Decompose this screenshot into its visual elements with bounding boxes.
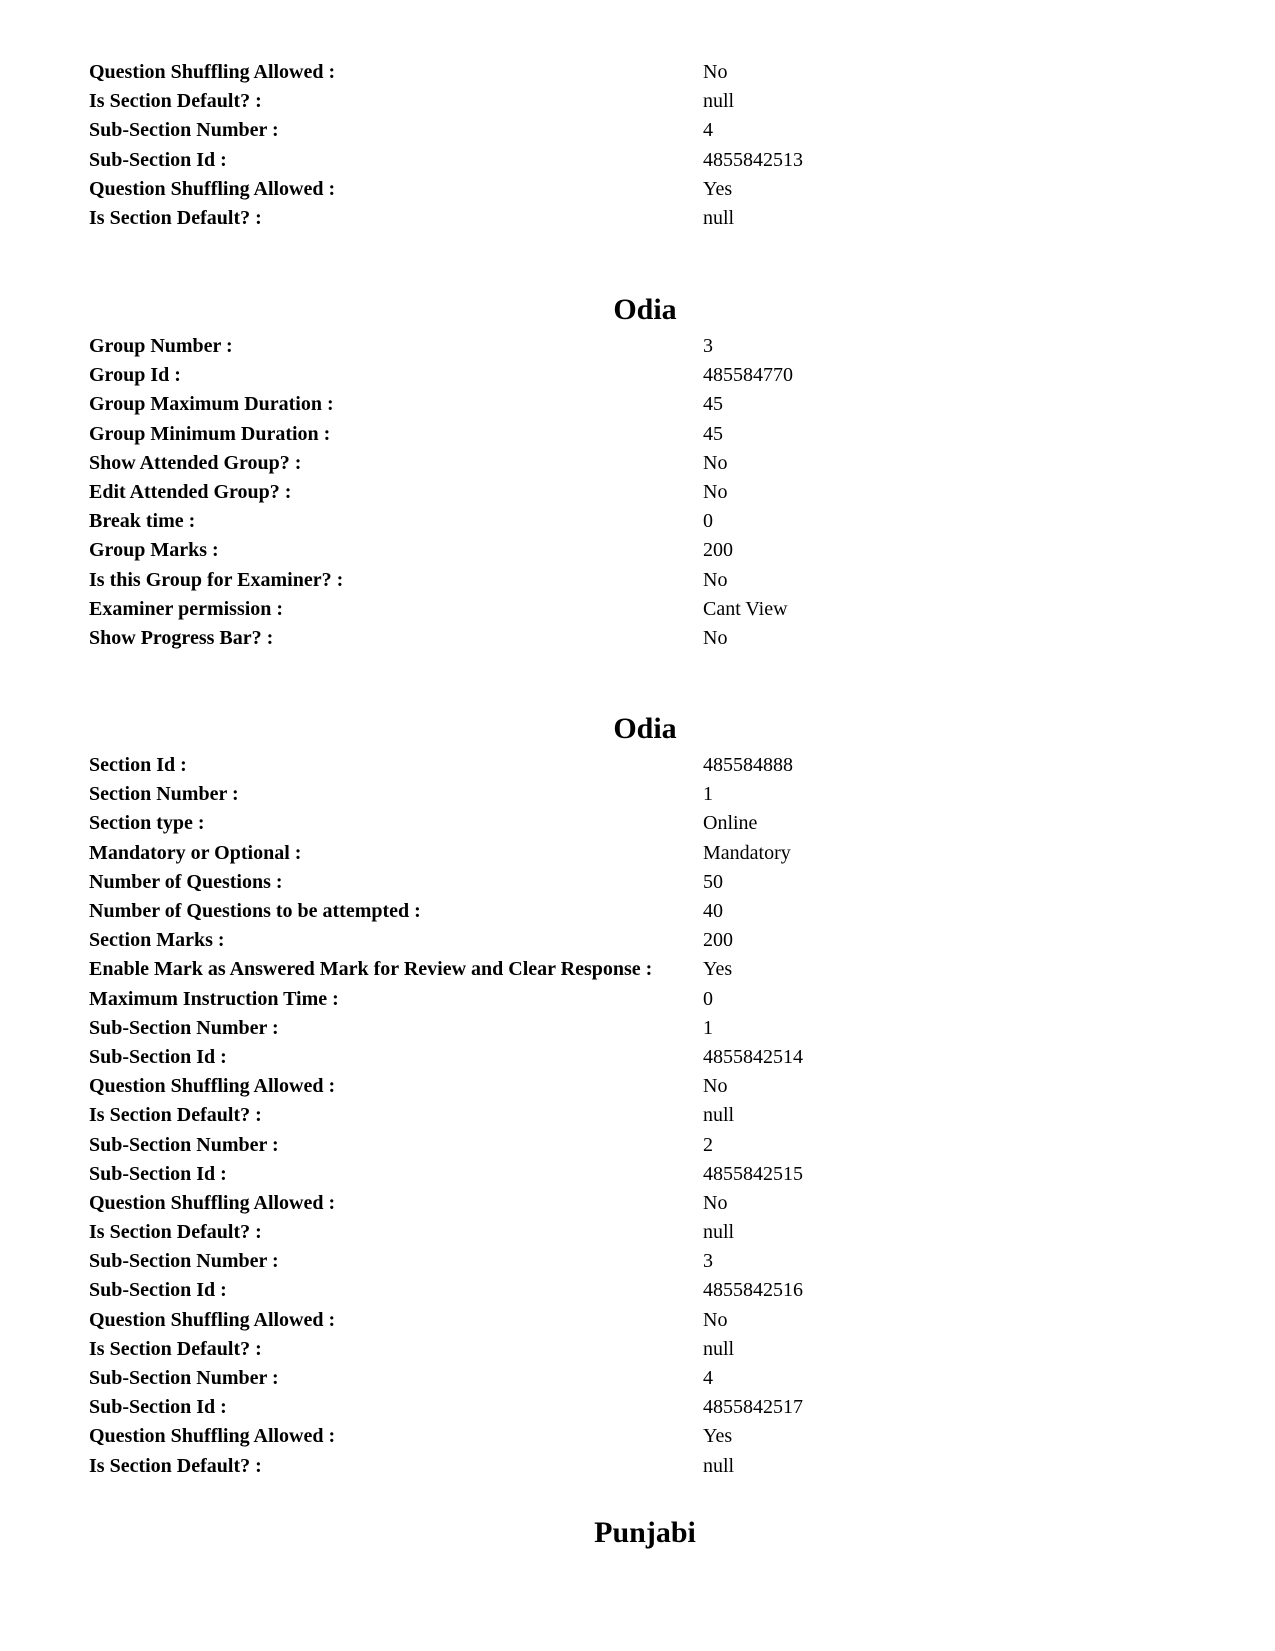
property-value: 200 <box>703 929 733 952</box>
property-label: Question Shuffling Allowed : <box>89 1425 336 1448</box>
property-value: 0 <box>703 510 713 533</box>
property-row <box>89 1160 803 1189</box>
property-value: null <box>703 90 735 113</box>
property-value: 2 <box>703 1133 713 1156</box>
property-row <box>89 1072 803 1101</box>
property-row <box>89 478 793 507</box>
property-label: Question Shuffling Allowed : <box>89 61 336 84</box>
property-value: Yes <box>703 177 733 200</box>
property-label: Sub-Section Id : <box>89 1279 227 1302</box>
property-label: Is this Group for Examiner? : <box>89 568 344 591</box>
property-value: Cant View <box>703 597 788 620</box>
property-row <box>89 507 793 536</box>
property-label: Question Shuffling Allowed : <box>89 1191 336 1214</box>
property-value: 4 <box>703 1367 713 1390</box>
property-row <box>89 985 803 1014</box>
property-row <box>89 751 803 780</box>
property-value: No <box>703 61 728 84</box>
property-label: Question Shuffling Allowed : <box>89 1308 336 1331</box>
property-row <box>89 332 793 361</box>
section-heading: Odia <box>613 712 677 745</box>
property-value: null <box>703 207 735 230</box>
property-row <box>89 1276 803 1305</box>
property-label: Edit Attended Group? : <box>89 481 292 504</box>
property-row <box>89 1422 803 1451</box>
property-label: Sub-Section Id : <box>89 1162 227 1185</box>
property-value: null <box>703 1337 735 1360</box>
property-value: No <box>703 626 728 649</box>
property-row <box>89 390 793 419</box>
property-value: No <box>703 451 728 474</box>
property-label: Section type : <box>89 812 205 835</box>
property-row <box>89 449 793 478</box>
property-row <box>89 175 803 204</box>
group-properties-table <box>89 332 793 653</box>
property-value: 3 <box>703 335 713 358</box>
property-label: Mandatory or Optional : <box>89 841 302 864</box>
property-value: 3 <box>703 1250 713 1273</box>
property-value: 4855842517 <box>703 1396 803 1419</box>
property-value: No <box>703 1075 728 1098</box>
property-value: No <box>703 481 728 504</box>
property-row <box>89 1043 803 1072</box>
property-value: null <box>703 1221 735 1244</box>
property-row <box>89 566 793 595</box>
property-row <box>89 536 793 565</box>
property-value: 0 <box>703 987 713 1010</box>
property-label: Group Marks : <box>89 539 219 562</box>
property-row <box>89 926 803 955</box>
property-label: Is Section Default? : <box>89 1454 262 1477</box>
next-group-heading: Punjabi <box>594 1516 696 1549</box>
property-row <box>89 1306 803 1335</box>
property-label: Sub-Section Number : <box>89 119 279 142</box>
subsection-properties-table <box>89 58 803 233</box>
property-label: Is Section Default? : <box>89 1337 262 1360</box>
property-value: 40 <box>703 900 723 923</box>
property-value: Mandatory <box>703 841 791 864</box>
property-label: Show Progress Bar? : <box>89 626 274 649</box>
group-heading: Odia <box>613 293 677 326</box>
property-value: 50 <box>703 870 723 893</box>
property-label: Group Id : <box>89 364 181 387</box>
property-label: Section Number : <box>89 783 239 806</box>
property-value: 4855842514 <box>703 1045 803 1068</box>
property-row <box>89 1014 803 1043</box>
property-row <box>89 595 793 624</box>
property-row <box>89 420 793 449</box>
property-value: No <box>703 1191 728 1214</box>
property-label: Examiner permission : <box>89 597 284 620</box>
property-label: Sub-Section Number : <box>89 1367 279 1390</box>
property-value: 4855842515 <box>703 1162 803 1185</box>
property-value: No <box>703 568 728 591</box>
property-value: Online <box>703 812 758 835</box>
property-label: Sub-Section Number : <box>89 1133 279 1156</box>
property-value: 4855842516 <box>703 1279 803 1302</box>
property-label: Is Section Default? : <box>89 1221 262 1244</box>
property-label: Break time : <box>89 510 196 533</box>
property-row <box>89 955 803 984</box>
property-row <box>89 1189 803 1218</box>
property-label: Question Shuffling Allowed : <box>89 1075 336 1098</box>
property-label: Is Section Default? : <box>89 90 262 113</box>
property-row <box>89 1130 803 1159</box>
property-value: 45 <box>703 422 723 445</box>
property-label: Is Section Default? : <box>89 1104 262 1127</box>
property-label: Show Attended Group? : <box>89 451 302 474</box>
property-label: Sub-Section Id : <box>89 148 227 171</box>
property-value: 485584888 <box>703 754 793 777</box>
property-value: 4 <box>703 119 713 142</box>
property-row <box>89 780 803 809</box>
property-value: 1 <box>703 783 713 806</box>
property-row <box>89 624 793 653</box>
property-value: 45 <box>703 393 723 416</box>
property-label: Sub-Section Number : <box>89 1250 279 1273</box>
property-value: 200 <box>703 539 733 562</box>
property-label: Section Id : <box>89 754 187 777</box>
property-label: Question Shuffling Allowed : <box>89 177 336 200</box>
property-row <box>89 361 793 390</box>
property-row <box>89 1452 803 1481</box>
property-label: Is Section Default? : <box>89 207 262 230</box>
property-row <box>89 116 803 145</box>
section-properties-table <box>89 751 803 1481</box>
property-label: Number of Questions : <box>89 870 283 893</box>
property-row <box>89 146 803 175</box>
property-label: Group Number : <box>89 335 233 358</box>
property-row <box>89 204 803 233</box>
property-label: Sub-Section Id : <box>89 1396 227 1419</box>
property-row <box>89 58 803 87</box>
property-value: null <box>703 1104 735 1127</box>
property-row <box>89 839 803 868</box>
property-value: 485584770 <box>703 364 793 387</box>
property-label: Group Maximum Duration : <box>89 393 334 416</box>
property-value: 1 <box>703 1016 713 1039</box>
property-row <box>89 1364 803 1393</box>
property-row <box>89 1218 803 1247</box>
property-row <box>89 1335 803 1364</box>
property-value: null <box>703 1454 735 1477</box>
property-row <box>89 1247 803 1276</box>
property-row <box>89 87 803 116</box>
property-label: Sub-Section Number : <box>89 1016 279 1039</box>
property-label: Maximum Instruction Time : <box>89 987 339 1010</box>
property-row <box>89 809 803 838</box>
property-label: Section Marks : <box>89 929 225 952</box>
property-value: 4855842513 <box>703 148 803 171</box>
property-row <box>89 868 803 897</box>
property-value: Yes <box>703 1425 733 1448</box>
property-value: No <box>703 1308 728 1331</box>
property-row <box>89 1101 803 1130</box>
property-label: Number of Questions to be attempted : <box>89 900 421 923</box>
property-row <box>89 897 803 926</box>
property-value: Yes <box>703 958 733 981</box>
property-label: Enable Mark as Answered Mark for Review and Clear Response : <box>89 958 653 981</box>
property-label: Sub-Section Id : <box>89 1045 227 1068</box>
property-label: Group Minimum Duration : <box>89 422 331 445</box>
property-row <box>89 1393 803 1422</box>
